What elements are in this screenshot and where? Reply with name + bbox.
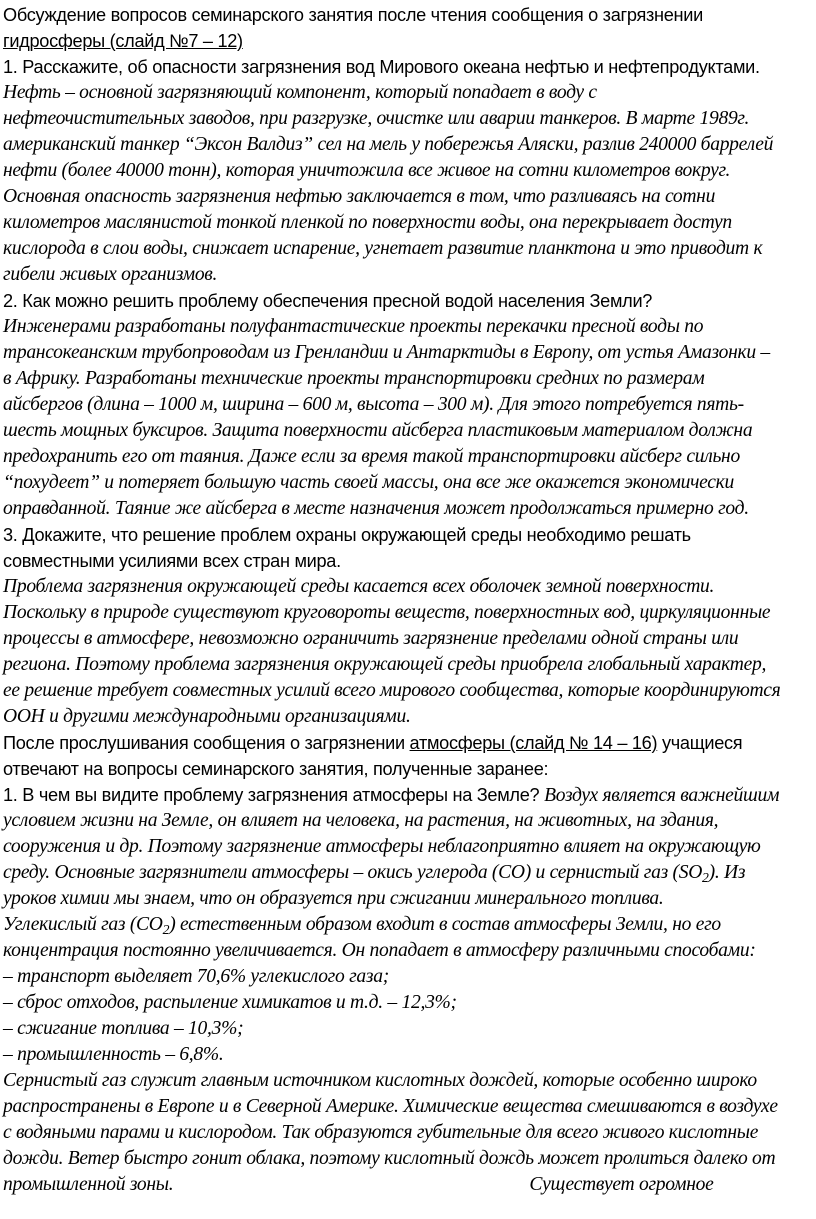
answer-line: “похудеет” и потеряет большую часть своей массы, она все же окажется экономически xyxy=(3,472,734,493)
answer-line: шесть мощных буксиров. Защита поверхности айсберга пластиковым материалом должна xyxy=(3,420,753,441)
list-item: – транспорт выделяет 70,6% углекислого газа; xyxy=(3,966,389,987)
answer-text: Воздух является важнейшим xyxy=(544,785,780,806)
question-answer-line xyxy=(3,782,811,808)
heading-underlined-text: гидросферы (слайд №7 – 12) xyxy=(3,31,243,51)
answer-line: Сернистый газ служит главным источником кислотных дождей, которые особенно широко xyxy=(3,1070,757,1091)
answer-line: ООН и другими международными организациями. xyxy=(3,706,411,727)
section-heading-line: отвечают на вопросы семинарского занятия, полученные заранее: xyxy=(3,759,549,779)
answer-line: распространены в Европе и в Северной Америке. Химические вещества смешиваются в воздухе xyxy=(3,1096,778,1117)
answer-line xyxy=(3,912,811,938)
answer-line: оправданной. Таяние же айсберга в месте назначения может продолжаться примерно год. xyxy=(3,498,749,519)
answer-text: Существует огромное xyxy=(529,1174,714,1195)
list-item: – сброс отходов, распыление химикатов и т.д. – 12,3%; xyxy=(3,992,457,1013)
answer-line xyxy=(3,860,811,886)
answer-line xyxy=(3,1172,811,1198)
answer-text: промышленной зоны. xyxy=(3,1174,174,1195)
answer-line: айсбергов (длина – 1000 м, ширина – 600 м, высота – 300 м). Для этого потребуется пять- xyxy=(3,394,744,415)
answer-text: ) естественным образом входит в состав атмосферы Земли, но его xyxy=(169,914,721,935)
answer-line: гибели живых организмов. xyxy=(3,264,218,285)
question-text: совместными усилиями всех стран мира. xyxy=(3,551,341,571)
answer-line: Проблема загрязнения окружающей среды касается всех оболочек земной поверхности. xyxy=(3,576,715,597)
heading-text: учащиеся xyxy=(657,733,743,753)
answer-line: в Африку. Разработаны технические проекты транспортировки средних по размерам xyxy=(3,368,705,389)
question-text: 1. В чем вы видите проблему загрязнения атмосферы на Земле? xyxy=(3,785,545,805)
question-text: 3. Докажите, что решение проблем охраны окружающей среды необходимо решать xyxy=(3,525,691,545)
subscript: 2 xyxy=(702,870,709,886)
answer-line: километров маслянистой тонкой пленкой по поверхности воды, она перекрывает доступ xyxy=(3,212,732,233)
answer-line: условием жизни на Земле, он влияет на человека, на растения, на животных, на здания, xyxy=(3,810,719,831)
list-item: – промышленность – 6,8%. xyxy=(3,1044,224,1065)
answer-line: ее решение требует совместных усилий всего мирового сообщества, которые координируются xyxy=(3,680,781,701)
answer-line: Поскольку в природе существуют круговороты веществ, поверхностных вод, циркуляционные xyxy=(3,602,771,623)
answer-line: нефти (более 40000 тонн), которая уничтожила все живое на сотни километров вокруг. xyxy=(3,160,731,181)
question-text: 2. Как можно решить проблему обеспечения пресной водой населения Земли? xyxy=(3,291,653,311)
answer-line: с водяными парами и кислородом. Так образуются губительные для всего живого кислотные xyxy=(3,1122,759,1143)
answer-line: Нефть – основной загрязняющий компонент, который попадает в воду с xyxy=(3,82,597,103)
answer-text: Углекислый газ (СО xyxy=(3,914,163,935)
answer-line: Инженерами разработаны полуфантастические проекты перекачки пресной воды по xyxy=(3,316,704,337)
answer-text: среду. Основные загрязнители атмосферы – окись углерода (СО) и сернистый газ (SO xyxy=(3,862,703,883)
section-heading-line xyxy=(3,28,811,54)
answer-line: процессы в атмосфере, невозможно ограничить загрязнение пределами одной страны или xyxy=(3,628,739,649)
answer-line: нефтеочистительных заводов, при разгрузке, очистке или аварии танкеров. В марте 1989г. xyxy=(3,108,750,129)
answer-line: трансокеанским трубопроводам из Гренландии и Антарктиды в Европу, от устья Амазонки – xyxy=(3,342,770,363)
answer-line: сооружения и др. Поэтому загрязнение атмосферы неблагоприятно влияет на окружающую xyxy=(3,836,761,857)
list-item: – сжигание топлива – 10,3%; xyxy=(3,1018,244,1039)
heading-text: После прослушивания сообщения о загрязнении xyxy=(3,733,410,753)
answer-line: уроков химии мы знаем, что он образуется при сжигании минерального топлива. xyxy=(3,888,664,909)
answer-line: американский танкер “Эксон Валдиз” сел на мель у побережья Аляски, разлив 240000 баррелей xyxy=(3,134,774,155)
section-heading-line: Обсуждение вопросов семинарского занятия после чтения сообщения о загрязнении xyxy=(3,5,703,25)
subscript: 2 xyxy=(162,922,170,938)
section-heading-line xyxy=(3,730,811,756)
answer-line: кислорода в слои воды, снижает испарение, угнетает развитие планктона и это приводит к xyxy=(3,238,763,259)
answer-line: Основная опасность загрязнения нефтью заключается в том, что разливаясь на сотни xyxy=(3,186,716,207)
question-text: 1. Расскажите, об опасности загрязнения вод Мирового океана нефтью и нефтепродуктами. xyxy=(3,57,760,77)
heading-underlined-text: атмосферы (слайд № 14 – 16) xyxy=(409,733,658,753)
answer-line: региона. Поэтому проблема загрязнения окружающей среды приобрела глобальный характер, xyxy=(3,654,767,675)
answer-text: ). Из xyxy=(708,862,746,883)
answer-line: дожди. Ветер быстро гонит облака, поэтому кислотный дождь может пролиться далеко от xyxy=(3,1148,776,1169)
answer-line: концентрация постоянно увеличивается. Он попадает в атмосферу различными способами: xyxy=(3,940,756,961)
answer-line: предохранить его от таяния. Даже если за время такой транспортировки айсберг сильно xyxy=(3,446,740,467)
